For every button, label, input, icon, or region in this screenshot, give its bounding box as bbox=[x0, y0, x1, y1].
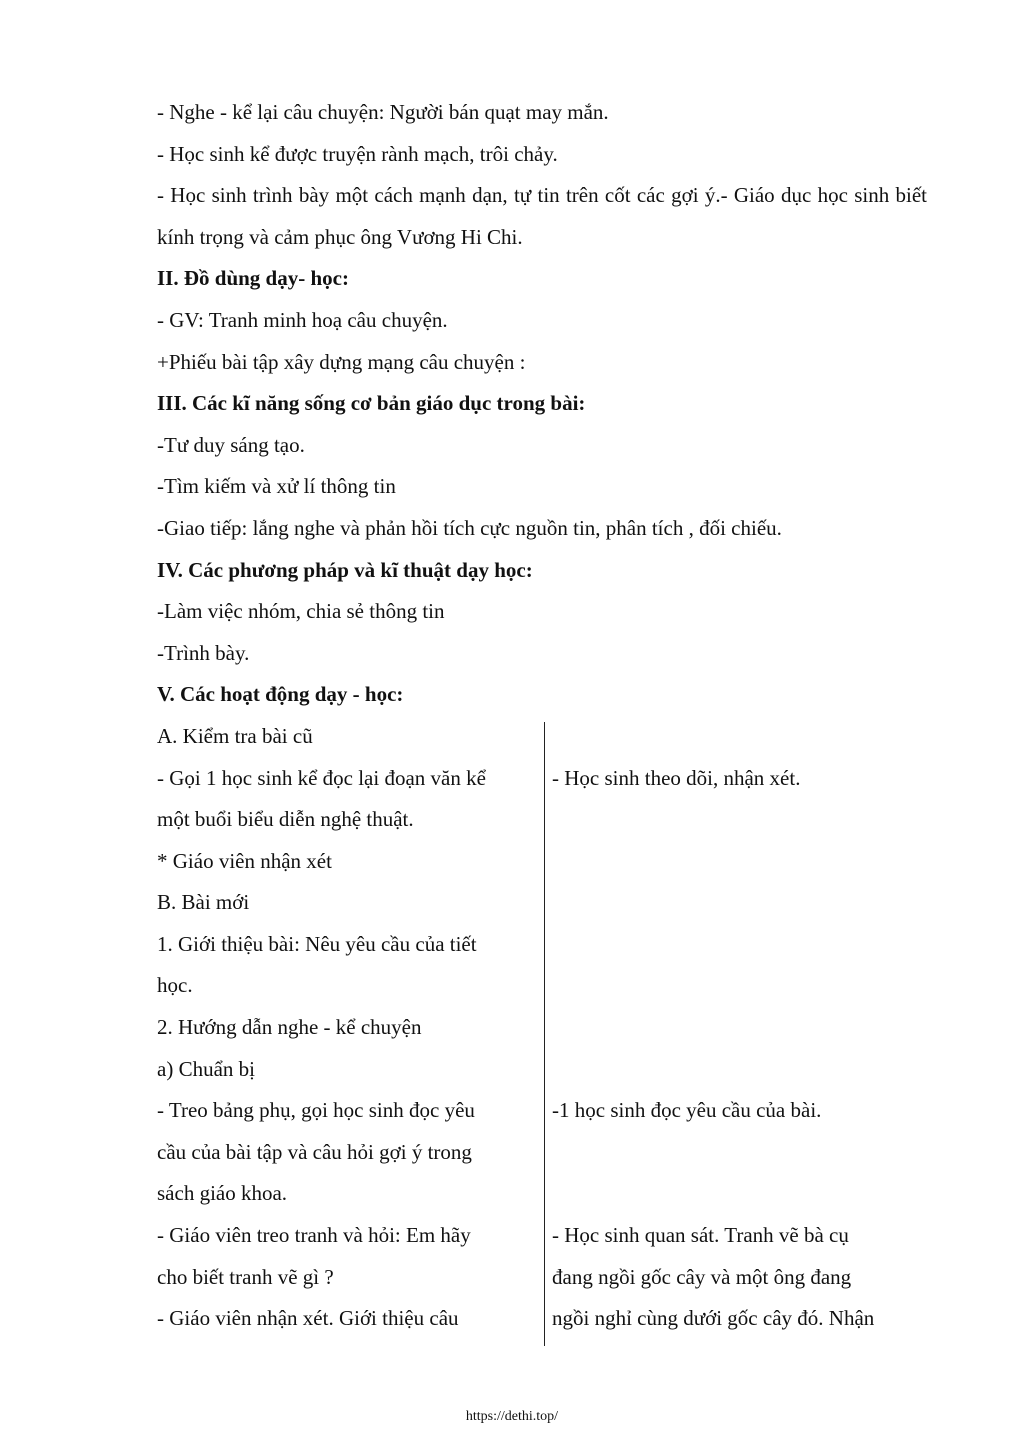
intro-paragraph: - Học sinh trình bày một cách mạnh dạn, tự tin trên cốt các gợi ý.- Giáo dục học sinh biết kính trọng và cảm phục ông Vương Hi Chi. bbox=[157, 183, 927, 249]
section-3-line-3: -Giao tiếp: lắng nghe và phản hồi tích cực nguồn tin, phân tích , đối chiếu. bbox=[157, 515, 782, 540]
teacher-line: - Gọi 1 học sinh kể đọc lại đoạn văn kể bbox=[157, 765, 486, 790]
teacher-line: a) Chuẩn bị bbox=[157, 1056, 255, 1081]
section-4-line-1: -Làm việc nhóm, chia sẻ thông tin bbox=[157, 599, 445, 624]
student-line bbox=[552, 799, 927, 841]
section-5-heading: V. Các hoạt động dạy - học: bbox=[157, 682, 404, 707]
teacher-line: - Giáo viên nhận xét. Giới thiệu câu bbox=[157, 1306, 459, 1331]
student-line: - Học sinh quan sát. Tranh vẽ bà cụ bbox=[552, 1223, 849, 1248]
student-line: - Học sinh theo dõi, nhận xét. bbox=[552, 765, 801, 790]
section-3-line-1: -Tư duy sáng tạo. bbox=[157, 432, 305, 457]
student-line bbox=[552, 1049, 927, 1091]
activity-table bbox=[157, 716, 927, 1340]
student-line bbox=[552, 924, 927, 966]
footer-url[interactable]: https://dethi.top/ bbox=[465, 1409, 559, 1424]
teacher-line: - Giáo viên treo tranh và hỏi: Em hãy bbox=[157, 1223, 471, 1248]
student-line bbox=[552, 1173, 927, 1215]
student-line: -1 học sinh đọc yêu cầu của bài. bbox=[552, 1098, 822, 1123]
section-2-line-2: +Phiếu bài tập xây dựng mạng câu chuyện : bbox=[157, 349, 526, 374]
student-line bbox=[552, 716, 927, 758]
document-body bbox=[157, 92, 927, 1340]
teacher-line: cho biết tranh vẽ gì ? bbox=[157, 1264, 334, 1289]
student-line bbox=[552, 841, 927, 883]
student-line: ngồi nghỉ cùng dưới gốc cây đó. Nhận bbox=[552, 1306, 875, 1331]
teacher-line: 1. Giới thiệu bài: Nêu yêu cầu của tiết bbox=[157, 931, 477, 956]
section-2-line-1: - GV: Tranh minh hoạ câu chuyện. bbox=[157, 307, 448, 332]
student-line bbox=[552, 882, 927, 924]
section-4-line-2: -Trình bày. bbox=[157, 640, 250, 665]
student-line bbox=[552, 965, 927, 1007]
teacher-line: - Treo bảng phụ, gọi học sinh đọc yêu bbox=[157, 1098, 475, 1123]
teacher-line: học. bbox=[157, 973, 193, 998]
section-2-heading: II. Đồ dùng dạy- học: bbox=[157, 266, 349, 291]
teacher-line: A. Kiểm tra bài cũ bbox=[157, 723, 313, 748]
student-line bbox=[552, 1132, 927, 1174]
teacher-column bbox=[157, 716, 535, 1340]
intro-line-2: - Học sinh kể được truyện rành mạch, trôi chảy. bbox=[157, 141, 558, 166]
section-3-heading: III. Các kĩ năng sống cơ bản giáo dục trong bài: bbox=[157, 391, 586, 416]
teacher-line: B. Bài mới bbox=[157, 890, 250, 915]
teacher-line: 2. Hướng dẫn nghe - kể chuyện bbox=[157, 1015, 422, 1040]
section-3-line-2: -Tìm kiếm và xử lí thông tin bbox=[157, 474, 396, 499]
teacher-line: sách giáo khoa. bbox=[157, 1181, 288, 1206]
teacher-line: cầu của bài tập và câu hỏi gợi ý trong bbox=[157, 1139, 472, 1164]
student-column bbox=[552, 716, 927, 1340]
section-4-heading: IV. Các phương pháp và kĩ thuật dạy học: bbox=[157, 557, 533, 582]
teacher-line: * Giáo viên nhận xét bbox=[157, 848, 332, 873]
student-line bbox=[552, 1007, 927, 1049]
intro-line-1: - Nghe - kể lại câu chuyện: Người bán quạt may mắn. bbox=[157, 100, 609, 124]
teacher-line: một buổi biểu diễn nghệ thuật. bbox=[157, 807, 414, 832]
student-line: đang ngồi gốc cây và một ông đang bbox=[552, 1264, 852, 1289]
column-divider bbox=[544, 722, 545, 1346]
